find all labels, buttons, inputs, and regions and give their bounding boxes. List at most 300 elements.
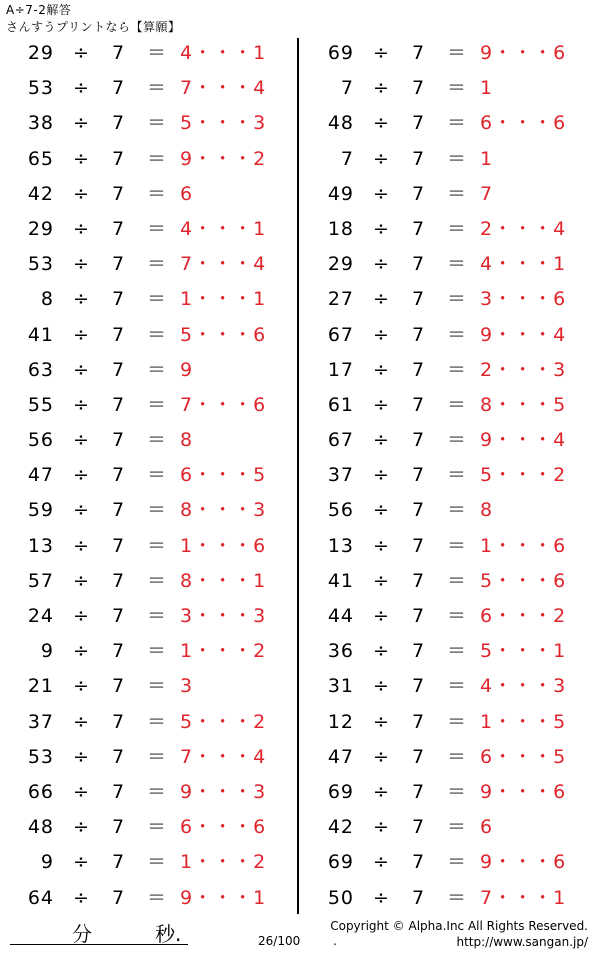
divisor: 7 bbox=[112, 886, 126, 909]
answer: 6・・・2 bbox=[480, 605, 567, 627]
problem-row bbox=[300, 212, 590, 247]
problem-row bbox=[300, 493, 590, 528]
divisor: 7 bbox=[112, 253, 126, 276]
divide-sign: ÷ bbox=[73, 429, 90, 452]
answer: 9・・・6 bbox=[480, 42, 567, 64]
divisor: 7 bbox=[412, 393, 426, 416]
problem-row bbox=[0, 740, 290, 775]
divide-sign: ÷ bbox=[373, 745, 390, 768]
equals-sign: ＝ bbox=[447, 605, 468, 627]
dividend: 12 bbox=[327, 710, 354, 733]
problem-row bbox=[0, 599, 290, 634]
divisor: 7 bbox=[412, 534, 426, 557]
divisor: 7 bbox=[112, 217, 126, 240]
answer: 8・・・3 bbox=[180, 499, 267, 522]
equals-sign: ＝ bbox=[447, 253, 468, 276]
divide-sign: ÷ bbox=[73, 288, 90, 311]
divide-sign: ÷ bbox=[373, 288, 390, 311]
divide-sign: ÷ bbox=[373, 816, 390, 839]
divisor: 7 bbox=[112, 640, 126, 663]
answer: 1・・・6 bbox=[180, 534, 267, 557]
equals-sign: ＝ bbox=[147, 42, 168, 64]
divide-sign: ÷ bbox=[373, 217, 390, 240]
divide-sign: ÷ bbox=[373, 569, 390, 592]
problem-row bbox=[0, 705, 290, 740]
answer: 9・・・6 bbox=[480, 780, 567, 803]
dividend: 9 bbox=[40, 851, 54, 874]
equals-sign: ＝ bbox=[447, 217, 468, 240]
problem-row bbox=[0, 810, 290, 845]
equals-sign: ＝ bbox=[447, 640, 468, 663]
answer: 3 bbox=[180, 675, 194, 698]
dividend: 53 bbox=[27, 77, 54, 100]
equals-sign: ＝ bbox=[147, 640, 168, 663]
equals-sign: ＝ bbox=[447, 147, 468, 170]
problem-row bbox=[0, 177, 290, 212]
equals-sign: ＝ bbox=[147, 605, 168, 627]
equals-sign: ＝ bbox=[447, 675, 468, 698]
divide-sign: ÷ bbox=[73, 393, 90, 416]
divisor: 7 bbox=[412, 77, 426, 100]
divisor: 7 bbox=[412, 358, 426, 381]
equals-sign: ＝ bbox=[447, 323, 468, 346]
dividend: 7 bbox=[340, 147, 354, 170]
answer: 2・・・4 bbox=[480, 217, 567, 240]
divide-sign: ÷ bbox=[373, 358, 390, 381]
dividend: 65 bbox=[27, 147, 54, 170]
divisor: 7 bbox=[412, 780, 426, 803]
problem-row bbox=[0, 212, 290, 247]
dividend: 41 bbox=[27, 323, 54, 346]
divide-sign: ÷ bbox=[373, 640, 390, 663]
problem-row bbox=[300, 36, 590, 71]
divisor: 7 bbox=[112, 77, 126, 100]
divisor: 7 bbox=[412, 42, 426, 64]
divide-sign: ÷ bbox=[373, 499, 390, 522]
divide-sign: ÷ bbox=[373, 886, 390, 909]
dividend: 53 bbox=[27, 253, 54, 276]
divide-sign: ÷ bbox=[373, 393, 390, 416]
divide-sign: ÷ bbox=[73, 745, 90, 768]
divisor: 7 bbox=[412, 710, 426, 733]
equals-sign: ＝ bbox=[147, 499, 168, 522]
problem-row bbox=[0, 529, 290, 564]
equals-sign: ＝ bbox=[147, 182, 168, 205]
equals-sign: ＝ bbox=[447, 534, 468, 557]
dividend: 42 bbox=[27, 182, 54, 205]
worksheet-title: A÷7-2解答 bbox=[6, 3, 72, 17]
divisor: 7 bbox=[112, 534, 126, 557]
footer-dot: . bbox=[333, 934, 337, 948]
divisor: 7 bbox=[112, 182, 126, 205]
problem-row bbox=[0, 458, 290, 493]
divide-sign: ÷ bbox=[373, 605, 390, 627]
left-problem-column bbox=[0, 36, 290, 916]
equals-sign: ＝ bbox=[447, 112, 468, 135]
equals-sign: ＝ bbox=[447, 358, 468, 381]
divide-sign: ÷ bbox=[73, 112, 90, 135]
answer: 1・・・1 bbox=[180, 288, 267, 311]
problem-row bbox=[300, 810, 590, 845]
divide-sign: ÷ bbox=[73, 605, 90, 627]
answer: 5・・・2 bbox=[480, 464, 567, 487]
equals-sign: ＝ bbox=[447, 886, 468, 909]
copyright-block bbox=[330, 918, 588, 950]
dividend: 59 bbox=[27, 499, 54, 522]
dividend: 44 bbox=[327, 605, 354, 627]
equals-sign: ＝ bbox=[147, 675, 168, 698]
answer: 1・・・6 bbox=[480, 534, 567, 557]
equals-sign: ＝ bbox=[447, 429, 468, 452]
dividend: 56 bbox=[27, 429, 54, 452]
divisor: 7 bbox=[412, 640, 426, 663]
divide-sign: ÷ bbox=[73, 710, 90, 733]
answer: 4・・・1 bbox=[480, 253, 567, 276]
divisor: 7 bbox=[112, 851, 126, 874]
dividend: 50 bbox=[327, 886, 354, 909]
answer: 2・・・3 bbox=[480, 358, 567, 381]
seconds-label: 秒. bbox=[155, 922, 182, 946]
problem-row bbox=[0, 423, 290, 458]
equals-sign: ＝ bbox=[447, 745, 468, 768]
divide-sign: ÷ bbox=[73, 780, 90, 803]
problem-row bbox=[300, 353, 590, 388]
problem-row bbox=[300, 634, 590, 669]
dividend: 69 bbox=[327, 851, 354, 874]
answer: 6・・・5 bbox=[180, 464, 267, 487]
dividend: 56 bbox=[327, 499, 354, 522]
answer: 6・・・5 bbox=[480, 745, 567, 768]
dividend: 69 bbox=[327, 42, 354, 64]
divisor: 7 bbox=[112, 816, 126, 839]
problem-row bbox=[300, 705, 590, 740]
divide-sign: ÷ bbox=[73, 182, 90, 205]
divisor: 7 bbox=[412, 253, 426, 276]
divisor: 7 bbox=[412, 112, 426, 135]
dividend: 48 bbox=[327, 112, 354, 135]
answer: 3・・・6 bbox=[480, 288, 567, 311]
answer: 4・・・1 bbox=[180, 42, 267, 64]
answer: 7・・・4 bbox=[180, 77, 267, 100]
equals-sign: ＝ bbox=[147, 745, 168, 768]
dividend: 55 bbox=[27, 393, 54, 416]
equals-sign: ＝ bbox=[147, 217, 168, 240]
equals-sign: ＝ bbox=[447, 77, 468, 100]
divisor: 7 bbox=[412, 288, 426, 311]
divide-sign: ÷ bbox=[73, 323, 90, 346]
problem-row bbox=[0, 845, 290, 880]
problem-row bbox=[0, 493, 290, 528]
dividend: 67 bbox=[327, 323, 354, 346]
problem-row bbox=[300, 282, 590, 317]
dividend: 24 bbox=[27, 605, 54, 627]
answer: 8 bbox=[480, 499, 494, 522]
answer: 5・・・6 bbox=[180, 323, 267, 346]
answer: 6・・・6 bbox=[480, 112, 567, 135]
dividend: 38 bbox=[27, 112, 54, 135]
divide-sign: ÷ bbox=[373, 182, 390, 205]
dividend: 8 bbox=[40, 288, 54, 311]
equals-sign: ＝ bbox=[147, 816, 168, 839]
divisor: 7 bbox=[412, 886, 426, 909]
divide-sign: ÷ bbox=[73, 464, 90, 487]
answer: 5・・・2 bbox=[180, 710, 267, 733]
problem-row bbox=[300, 458, 590, 493]
dividend: 7 bbox=[340, 77, 354, 100]
answer: 5・・・6 bbox=[480, 569, 567, 592]
divide-sign: ÷ bbox=[73, 816, 90, 839]
answer: 8・・・5 bbox=[480, 393, 567, 416]
problem-row bbox=[0, 282, 290, 317]
answer: 5・・・1 bbox=[480, 640, 567, 663]
dividend: 37 bbox=[27, 710, 54, 733]
equals-sign: ＝ bbox=[447, 780, 468, 803]
divide-sign: ÷ bbox=[73, 77, 90, 100]
problem-row bbox=[0, 669, 290, 704]
equals-sign: ＝ bbox=[147, 851, 168, 874]
divide-sign: ÷ bbox=[373, 710, 390, 733]
answer: 9・・・3 bbox=[180, 780, 267, 803]
dividend: 41 bbox=[327, 569, 354, 592]
dividend: 47 bbox=[327, 745, 354, 768]
equals-sign: ＝ bbox=[147, 147, 168, 170]
dividend: 36 bbox=[327, 640, 354, 663]
problem-row bbox=[0, 142, 290, 177]
answer: 4・・・3 bbox=[480, 675, 567, 698]
divide-sign: ÷ bbox=[373, 429, 390, 452]
problem-row bbox=[300, 388, 590, 423]
divisor: 7 bbox=[412, 499, 426, 522]
problem-row bbox=[300, 106, 590, 141]
problem-row bbox=[0, 634, 290, 669]
divide-sign: ÷ bbox=[73, 499, 90, 522]
dividend: 9 bbox=[40, 640, 54, 663]
equals-sign: ＝ bbox=[147, 710, 168, 733]
divisor: 7 bbox=[112, 499, 126, 522]
equals-sign: ＝ bbox=[147, 569, 168, 592]
answer: 6 bbox=[480, 816, 494, 839]
problem-row bbox=[300, 564, 590, 599]
equals-sign: ＝ bbox=[147, 112, 168, 135]
dividend: 13 bbox=[27, 534, 54, 557]
problem-row bbox=[300, 599, 590, 634]
worksheet-subtitle: さんすうプリントなら【算願】 bbox=[6, 20, 181, 34]
answer: 5・・・3 bbox=[180, 112, 267, 135]
dividend: 29 bbox=[327, 253, 354, 276]
divide-sign: ÷ bbox=[373, 780, 390, 803]
divide-sign: ÷ bbox=[73, 253, 90, 276]
problem-row bbox=[300, 740, 590, 775]
right-problem-column bbox=[300, 36, 590, 916]
divisor: 7 bbox=[412, 217, 426, 240]
answer: 1 bbox=[480, 77, 494, 100]
problem-row bbox=[0, 388, 290, 423]
problem-row bbox=[300, 177, 590, 212]
dividend: 48 bbox=[27, 816, 54, 839]
divisor: 7 bbox=[412, 323, 426, 346]
divisor: 7 bbox=[112, 710, 126, 733]
page-number: 26/100 bbox=[258, 934, 301, 948]
equals-sign: ＝ bbox=[147, 253, 168, 276]
divide-sign: ÷ bbox=[373, 147, 390, 170]
dividend: 21 bbox=[27, 675, 54, 698]
divisor: 7 bbox=[412, 464, 426, 487]
equals-sign: ＝ bbox=[147, 886, 168, 909]
divide-sign: ÷ bbox=[373, 323, 390, 346]
equals-sign: ＝ bbox=[447, 816, 468, 839]
minutes-label: 分 bbox=[72, 922, 92, 946]
answer: 9・・・4 bbox=[480, 429, 567, 452]
answer: 7 bbox=[480, 182, 494, 205]
dividend: 17 bbox=[327, 358, 354, 381]
divisor: 7 bbox=[412, 147, 426, 170]
problem-row bbox=[0, 106, 290, 141]
dividend: 69 bbox=[327, 780, 354, 803]
divisor: 7 bbox=[112, 429, 126, 452]
answer: 9・・・6 bbox=[480, 851, 567, 874]
problem-row bbox=[300, 669, 590, 704]
dividend: 42 bbox=[327, 816, 354, 839]
answer: 9 bbox=[180, 358, 194, 381]
problem-row bbox=[0, 318, 290, 353]
divisor: 7 bbox=[112, 675, 126, 698]
dividend: 37 bbox=[327, 464, 354, 487]
divisor: 7 bbox=[412, 605, 426, 627]
problem-row bbox=[0, 564, 290, 599]
equals-sign: ＝ bbox=[447, 42, 468, 64]
answer: 3・・・3 bbox=[180, 605, 267, 627]
dividend: 47 bbox=[27, 464, 54, 487]
dividend: 29 bbox=[27, 42, 54, 64]
problem-row bbox=[0, 36, 290, 71]
divisor: 7 bbox=[412, 816, 426, 839]
copyright-text: Copyright © Alpha.Inc All Rights Reserved. bbox=[330, 919, 588, 933]
equals-sign: ＝ bbox=[147, 534, 168, 557]
answer: 7・・・4 bbox=[180, 253, 267, 276]
answer: 7・・・1 bbox=[480, 886, 567, 909]
divisor: 7 bbox=[412, 745, 426, 768]
answer: 4・・・1 bbox=[180, 217, 267, 240]
equals-sign: ＝ bbox=[147, 429, 168, 452]
answer: 8・・・1 bbox=[180, 569, 267, 592]
equals-sign: ＝ bbox=[447, 393, 468, 416]
dividend: 13 bbox=[327, 534, 354, 557]
equals-sign: ＝ bbox=[147, 393, 168, 416]
answer: 9・・・1 bbox=[180, 886, 267, 909]
divisor: 7 bbox=[112, 605, 126, 627]
dividend: 66 bbox=[27, 780, 54, 803]
problem-row bbox=[300, 423, 590, 458]
equals-sign: ＝ bbox=[147, 358, 168, 381]
answer: 9・・・4 bbox=[480, 323, 567, 346]
divisor: 7 bbox=[112, 780, 126, 803]
divide-sign: ÷ bbox=[373, 77, 390, 100]
problem-row bbox=[300, 247, 590, 282]
answer: 8 bbox=[180, 429, 194, 452]
problem-row bbox=[0, 247, 290, 282]
divide-sign: ÷ bbox=[73, 217, 90, 240]
divide-sign: ÷ bbox=[373, 534, 390, 557]
equals-sign: ＝ bbox=[147, 288, 168, 311]
dividend: 49 bbox=[327, 182, 354, 205]
problem-row bbox=[0, 71, 290, 106]
dividend: 63 bbox=[27, 358, 54, 381]
problem-row bbox=[300, 529, 590, 564]
dividend: 53 bbox=[27, 745, 54, 768]
divisor: 7 bbox=[412, 182, 426, 205]
problem-row bbox=[300, 142, 590, 177]
equals-sign: ＝ bbox=[147, 77, 168, 100]
divisor: 7 bbox=[112, 323, 126, 346]
equals-sign: ＝ bbox=[147, 464, 168, 487]
dividend: 27 bbox=[327, 288, 354, 311]
divisor: 7 bbox=[412, 429, 426, 452]
problem-row bbox=[0, 775, 290, 810]
divide-sign: ÷ bbox=[73, 675, 90, 698]
column-divider bbox=[297, 38, 299, 914]
answer: 7・・・6 bbox=[180, 393, 267, 416]
divide-sign: ÷ bbox=[73, 851, 90, 874]
divide-sign: ÷ bbox=[73, 358, 90, 381]
problem-row bbox=[300, 881, 590, 916]
answer: 9・・・2 bbox=[180, 147, 267, 170]
answer: 1・・・5 bbox=[480, 710, 567, 733]
answer: 7・・・4 bbox=[180, 745, 267, 768]
dividend: 31 bbox=[327, 675, 354, 698]
answer: 1 bbox=[480, 147, 494, 170]
site-url: http://www.sangan.jp/ bbox=[456, 935, 588, 949]
divisor: 7 bbox=[112, 288, 126, 311]
divisor: 7 bbox=[412, 675, 426, 698]
divide-sign: ÷ bbox=[373, 253, 390, 276]
answer: 1・・・2 bbox=[180, 851, 267, 874]
equals-sign: ＝ bbox=[447, 288, 468, 311]
problem-row bbox=[300, 318, 590, 353]
divide-sign: ÷ bbox=[373, 464, 390, 487]
divide-sign: ÷ bbox=[73, 147, 90, 170]
divisor: 7 bbox=[412, 851, 426, 874]
equals-sign: ＝ bbox=[447, 569, 468, 592]
divisor: 7 bbox=[112, 358, 126, 381]
divisor: 7 bbox=[412, 569, 426, 592]
dividend: 61 bbox=[327, 393, 354, 416]
divisor: 7 bbox=[112, 42, 126, 64]
divide-sign: ÷ bbox=[73, 534, 90, 557]
equals-sign: ＝ bbox=[447, 464, 468, 487]
divisor: 7 bbox=[112, 464, 126, 487]
divide-sign: ÷ bbox=[73, 42, 90, 64]
divide-sign: ÷ bbox=[373, 42, 390, 64]
divisor: 7 bbox=[112, 393, 126, 416]
divisor: 7 bbox=[112, 147, 126, 170]
divide-sign: ÷ bbox=[73, 886, 90, 909]
problem-row bbox=[300, 845, 590, 880]
problem-row bbox=[0, 881, 290, 916]
equals-sign: ＝ bbox=[447, 710, 468, 733]
dividend: 18 bbox=[327, 217, 354, 240]
answer: 1・・・2 bbox=[180, 640, 267, 663]
equals-sign: ＝ bbox=[447, 851, 468, 874]
divisor: 7 bbox=[112, 745, 126, 768]
dividend: 57 bbox=[27, 569, 54, 592]
divisor: 7 bbox=[112, 112, 126, 135]
problem-row bbox=[300, 71, 590, 106]
divide-sign: ÷ bbox=[73, 640, 90, 663]
divide-sign: ÷ bbox=[73, 569, 90, 592]
answer: 6・・・6 bbox=[180, 816, 267, 839]
dividend: 29 bbox=[27, 217, 54, 240]
divide-sign: ÷ bbox=[373, 851, 390, 874]
